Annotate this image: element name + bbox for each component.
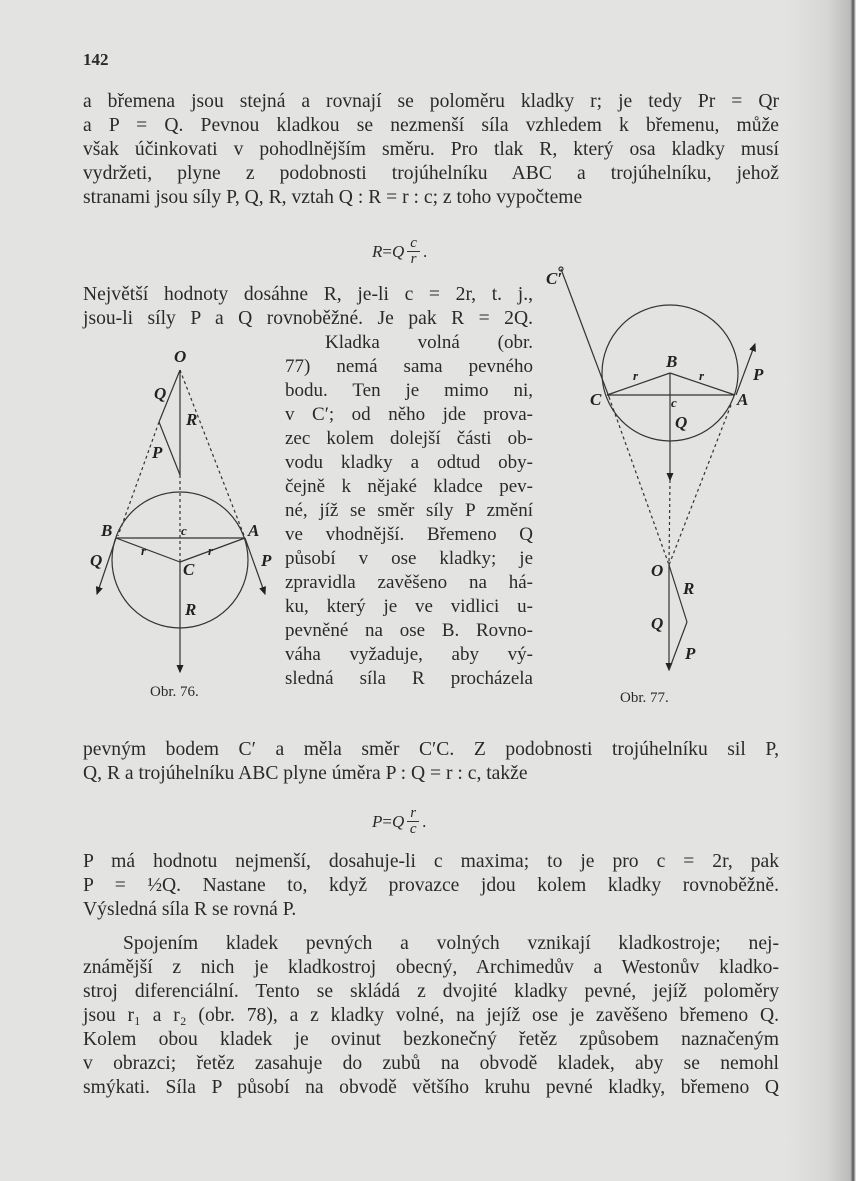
figure-77-caption: Obr. 77. — [620, 690, 669, 706]
svg-text:c: c — [181, 523, 187, 538]
svg-text:A: A — [248, 521, 260, 540]
figure-76-pulley-diagram — [97, 370, 265, 672]
page-number: 142 — [83, 50, 109, 69]
figure-76-labels — [90, 347, 272, 619]
text-line: smýkati. Síla P působí na obvodě většího kruhu pevné kladky, břemeno Q — [83, 1077, 779, 1098]
svg-text:C′: C′ — [546, 269, 563, 288]
text-line: v obrazci; řetěz zasahuje do zubů na obvodě kladek, aby se nemohl — [83, 1053, 779, 1074]
svg-text:Q: Q — [154, 384, 167, 403]
text-line: Výsledná síla R se rovná P. — [83, 899, 297, 920]
svg-text:O: O — [174, 347, 187, 366]
svg-text:B: B — [666, 352, 678, 371]
svg-text:r: r — [699, 368, 705, 383]
svg-text:Q: Q — [675, 413, 688, 432]
text-line: jsou r₁ a r₂ (obr. 78), a z kladky volné, na jejíž ose je zavěšeno břemeno Q. — [83, 1005, 779, 1026]
text-line: vodu kladky a odtud oby- — [285, 452, 533, 473]
figure-77-labels — [546, 269, 764, 663]
text-line: Q, R a trojúhelníku ABC plyne úměra P : Q = r : c, takže — [83, 763, 528, 784]
dashed-line — [669, 480, 670, 565]
text-line: vydržeti, plyne z podobnosti trojúhelníku ABC a trojúhelníku, jehož — [83, 163, 779, 184]
svg-text:R: R — [683, 579, 695, 598]
formula-lhs: R — [372, 241, 383, 261]
figure-76-caption: Obr. 76. — [150, 684, 199, 700]
formula-lhs: P — [372, 811, 383, 831]
text-line: a břemena jsou stejná a rovnají se poloměru kladky r; je tedy Pr = Qr — [83, 91, 779, 112]
svg-text:P: P — [685, 644, 696, 663]
svg-text:P: P — [152, 443, 163, 462]
svg-text:r: r — [208, 543, 214, 558]
dashed-line — [609, 397, 669, 565]
text-line: jsou-li síly P a Q rovnoběžné. Je pak R = 2Q. — [83, 308, 533, 329]
text-line: sledná síla R procházela — [285, 668, 533, 689]
text-line: a P = Q. Pevnou kladkou se nezmenší síla vzhledem k břemenu, může — [83, 115, 779, 136]
svg-text:r: r — [633, 368, 639, 383]
text-line: váha vyžaduje, aby vý- — [285, 644, 533, 665]
text-line: pevněné na ose B. Rovno- — [285, 620, 533, 641]
text-line: P = ½Q. Nastane to, když provazce jdou kolem kladky rovnoběžně. — [83, 875, 779, 896]
text-line: známější z nich je kladkostroj obecný, Archimedův a Westonův kladko- — [83, 957, 779, 978]
rope-segment — [561, 269, 609, 397]
text-line: bodu. Ten je mimo ni, — [285, 380, 533, 401]
text-line: pevným bodem C′ a měla směr C′C. Z podobnosti trojúhelníku sil P, — [83, 739, 779, 760]
text-line: Kolem obou kladek je ovinut bezkonečný řetěz způsobem naznačeným — [83, 1029, 779, 1050]
svg-text:P: P — [261, 551, 272, 570]
svg-text:B: B — [101, 521, 113, 540]
text-line: stranami jsou síly P, Q, R, vztah Q : R = r : c; z toho vypočteme — [83, 187, 583, 208]
text-line: 77) nemá sama pevného — [285, 356, 533, 377]
formula-eq: = — [382, 241, 392, 261]
text-line: stroj diferenciální. Tento se skládá z dvojité kladky pevné, jejíž poloměry — [83, 981, 779, 1002]
radius-r — [607, 373, 670, 395]
dashed-line — [180, 370, 245, 538]
svg-text:P: P — [753, 365, 764, 384]
numerator: r — [407, 806, 419, 822]
svg-text:c: c — [671, 395, 677, 410]
formula-coef: Q — [391, 241, 405, 261]
svg-text:C: C — [590, 390, 602, 409]
dashed-line — [118, 422, 159, 536]
formula-end: . — [422, 241, 428, 261]
text-line: Největší hodnoty dosáhne R, je-li c = 2r, t. j., — [83, 284, 533, 305]
formula-eq: = — [382, 811, 392, 831]
text-line: však účinkovati v pohodlnějším směru. Pro tlak R, který osa kladky musí — [83, 139, 779, 160]
text-line: ku, který je ve vidlici u- — [285, 596, 533, 617]
svg-text:Q: Q — [90, 551, 103, 570]
denominator: r — [410, 251, 417, 267]
text-line: né, jíž se směr síly P změní — [285, 500, 533, 521]
denominator: c — [409, 821, 417, 837]
svg-text:O: O — [651, 561, 664, 580]
text-line: Kladka volná (obr. — [325, 332, 533, 353]
text-line: působí v ose kladky; je — [285, 548, 533, 569]
text-line: v C′; od něho jde prova- — [285, 404, 533, 425]
text-line: zec kolem dolejší části ob- — [285, 428, 533, 449]
radius-r — [116, 538, 180, 562]
formula-coef: Q — [391, 811, 405, 831]
svg-text:r: r — [141, 543, 147, 558]
formula-end: . — [422, 811, 427, 831]
numerator: c — [407, 236, 420, 252]
text-line: zpravidla zavěšeno na há- — [285, 572, 533, 593]
svg-text:Q: Q — [651, 614, 664, 633]
svg-text:C: C — [183, 560, 195, 579]
text-line: P má hodnotu nejmenší, dosahuje-li c maxima; to je pro c = 2r, pak — [83, 851, 779, 872]
text-line: ve vhodnější. Břemeno Q — [285, 524, 533, 545]
figure-77-free-pulley-diagram — [559, 267, 755, 670]
svg-text:R: R — [186, 410, 198, 429]
svg-text:A: A — [737, 390, 749, 409]
svg-text:R: R — [185, 600, 197, 619]
text-line: čejně k nějaké kladce pev- — [285, 476, 533, 497]
text-line: Spojením kladek pevných a volných vznikají kladkostroje; nej- — [123, 933, 779, 954]
